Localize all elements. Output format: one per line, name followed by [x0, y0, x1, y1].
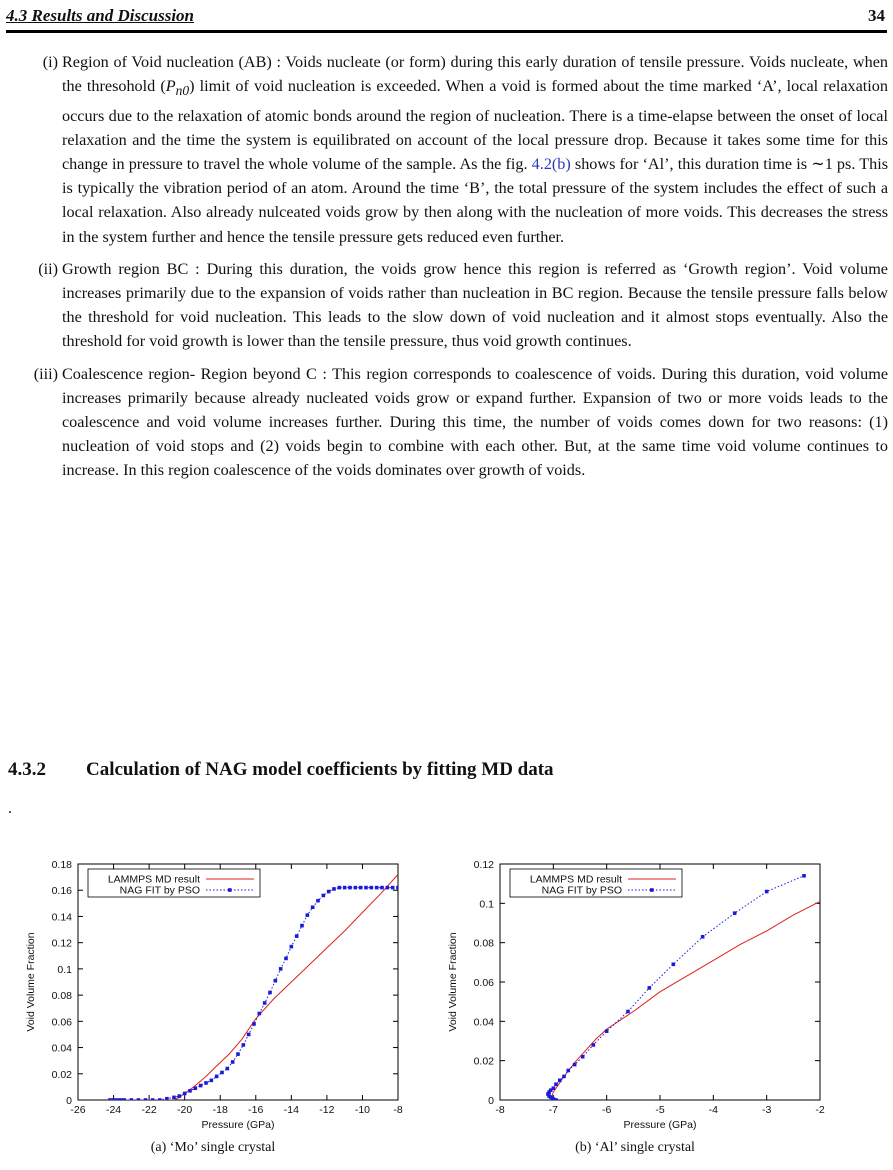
data-point: [300, 924, 304, 928]
item-number: (ii): [38, 259, 58, 278]
data-point: [204, 1081, 208, 1085]
data-point: [733, 911, 737, 915]
figure-a: [18, 852, 408, 1139]
subsection-number: 4.3.2: [8, 759, 46, 780]
chart-mo: [18, 852, 408, 1134]
series-line-2: [548, 876, 804, 1100]
data-point: [172, 1096, 176, 1100]
data-point: [354, 886, 358, 890]
data-point: [236, 1052, 240, 1056]
series-line-1: [107, 873, 398, 1101]
data-point: [144, 1098, 148, 1102]
data-point: [247, 1033, 251, 1037]
x-tick-label: -3: [761, 1104, 772, 1116]
y-tick-label: 0.02: [473, 1055, 494, 1068]
data-point: [306, 913, 310, 917]
data-point: [316, 899, 320, 903]
data-point: [122, 1098, 126, 1102]
y-tick-label: 0.06: [51, 1016, 72, 1029]
data-point: [151, 1098, 155, 1102]
subsection-heading: [8, 759, 554, 781]
data-point: [554, 1082, 558, 1086]
data-point: [226, 1067, 230, 1071]
data-point: [284, 957, 288, 961]
plot-frame: [78, 864, 398, 1100]
data-point: [295, 934, 299, 938]
y-tick-label: 0.16: [51, 885, 72, 898]
item-text-part: ) limit of void nucleation is exceeded. When a void is formed about the time marked ‘A’, local relaxation occurs due to the relaxation of atomic bonds around the region of nucleation. There is a time-elapse between the onset of local relaxation and the time the system is equilibrated on account of the local pressure drop. Because it takes some time for this change in pressure to travel the whole volume of the sample. As the fig.: [62, 77, 888, 174]
y-tick-label: 0: [488, 1095, 494, 1107]
figure-b: [440, 852, 830, 1139]
y-tick-label: 0.12: [51, 937, 72, 950]
data-point: [562, 1075, 566, 1079]
legend-label: NAG FIT by PSO: [119, 884, 200, 897]
item-text-part: Region of Void nucleation (AB) : Voids nucleate (or form) during this early duration of tensile pressure. Voids nucleate, when the thresohold (: [62, 53, 888, 96]
math-subscript: n0: [175, 83, 190, 99]
legend-label: NAG FIT by PSO: [541, 884, 622, 897]
x-tick-label: -8: [393, 1104, 403, 1116]
data-point: [343, 886, 347, 890]
data-point: [178, 1094, 182, 1098]
x-tick-label: -12: [319, 1104, 335, 1116]
data-point: [165, 1097, 169, 1101]
x-tick-label: -6: [601, 1104, 612, 1116]
header-section-title: 4.3 Results and Discussion: [6, 6, 194, 25]
legend-swatch-marker: [650, 888, 654, 892]
data-point: [552, 1086, 556, 1090]
x-tick-label: -14: [283, 1104, 299, 1116]
data-point: [364, 886, 368, 890]
data-point: [194, 1086, 198, 1090]
data-point: [332, 887, 336, 891]
data-point: [158, 1098, 162, 1102]
x-tick-label: -4: [708, 1104, 719, 1116]
data-point: [648, 986, 652, 990]
header-rule: [6, 30, 887, 33]
region-list: [18, 50, 888, 491]
x-tick-label: -26: [70, 1104, 86, 1116]
x-tick-label: -2: [815, 1104, 825, 1116]
y-tick-label: 0.08: [51, 990, 72, 1003]
data-point: [258, 1012, 262, 1016]
caption-a: (a) ‘Mo’ single crystal: [150, 1140, 276, 1155]
data-point: [391, 886, 395, 890]
figure-reference-link[interactable]: 4.2(b): [531, 155, 571, 174]
data-point: [348, 886, 352, 890]
running-header: [6, 6, 887, 30]
data-point: [327, 890, 331, 894]
data-point: [188, 1089, 192, 1093]
y-axis-label: Void Volume Fraction: [25, 932, 37, 1032]
item-text-part: shows for ‘Al’, this duration time is ∼1 ps. This is typically the vibration period of an atom. Around the time ‘B’, the total pressure of the system includes the effect of such a local relaxation. Also already nulceated voids grow by then along with the nucleation of more voids. This decreases the stress in the system further and hence the tensile pressure gets reduced even further.: [62, 155, 888, 246]
chart-al: [440, 852, 830, 1134]
x-tick-label: -8: [495, 1104, 505, 1116]
data-point: [199, 1084, 203, 1088]
data-point: [558, 1079, 562, 1083]
data-point: [396, 886, 400, 890]
list-item-nucleation: [18, 50, 888, 249]
data-point: [765, 890, 769, 894]
data-point: [605, 1029, 609, 1033]
list-item-growth: [18, 257, 888, 354]
y-tick-label: 0.1: [479, 898, 494, 911]
y-axis-label: Void Volume Fraction: [447, 932, 459, 1032]
legend-label: LAMMPS MD result: [107, 873, 200, 886]
legend-label: LAMMPS MD result: [529, 873, 622, 886]
item-text: Coalescence region- Region beyond C : This region corresponds to coalescence of voids. During this duration, void volume increases primarily because already nucleated voids grow or expand further. Expansion of two or more voids leads to the coalescence and void volume increases further. During this time, the number of voids comes down for two reasons: (1) nucleation of void stops and (2) voids begin to combine with each other. But, at the same time void volume continues to increase. In this region coalescence of the voids dominates over growth of voids.: [62, 364, 888, 480]
data-point: [137, 1098, 141, 1102]
data-point: [183, 1092, 187, 1096]
data-point: [592, 1043, 596, 1047]
data-point: [130, 1098, 134, 1102]
stray-dot: .: [8, 800, 12, 817]
data-point: [279, 967, 283, 971]
x-tick-label: -5: [655, 1104, 665, 1116]
data-point: [108, 1098, 112, 1102]
data-point: [231, 1060, 235, 1064]
x-tick-label: -7: [548, 1104, 559, 1116]
legend-swatch-marker: [228, 888, 232, 892]
data-point: [359, 886, 363, 890]
data-point: [210, 1079, 214, 1083]
list-item-coalescence: [18, 362, 888, 483]
data-point: [672, 963, 676, 967]
data-point: [242, 1043, 246, 1047]
data-point: [112, 1098, 116, 1102]
data-point: [263, 1001, 267, 1005]
data-point: [322, 894, 326, 898]
plot-frame: [500, 864, 820, 1100]
data-point: [386, 886, 390, 890]
data-point: [375, 886, 379, 890]
data-point: [338, 886, 342, 890]
data-point: [115, 1098, 119, 1102]
y-tick-label: 0.1: [57, 963, 72, 976]
y-tick-label: 0.06: [473, 977, 494, 989]
x-tick-label: -24: [105, 1104, 122, 1116]
data-point: [274, 979, 278, 983]
data-point: [380, 886, 384, 890]
y-tick-label: 0.14: [51, 911, 72, 924]
data-point: [370, 886, 374, 890]
data-point: [581, 1055, 585, 1059]
series-line-2: [110, 888, 398, 1100]
item-number: (iii): [33, 364, 58, 383]
y-tick-label: 0: [66, 1095, 72, 1107]
data-point: [566, 1069, 570, 1073]
page-number: 34: [868, 6, 885, 25]
data-point: [290, 945, 294, 949]
x-tick-label: -10: [354, 1104, 371, 1116]
subsection-title: Calculation of NAG model coefficients by fitting MD data: [86, 759, 554, 780]
data-point: [268, 991, 272, 995]
y-tick-label: 0.04: [473, 1016, 494, 1029]
x-tick-label: -22: [141, 1104, 157, 1116]
caption-b: (b) ‘Al’ single crystal: [575, 1140, 695, 1155]
data-point: [802, 874, 806, 878]
series-line-1: [551, 901, 820, 1100]
data-point: [220, 1071, 224, 1075]
data-point: [311, 905, 315, 909]
x-tick-label: -16: [248, 1104, 264, 1116]
data-point: [119, 1098, 123, 1102]
data-point: [701, 935, 705, 939]
x-tick-label: -18: [212, 1104, 228, 1116]
data-point: [215, 1075, 219, 1079]
y-tick-label: 0.18: [51, 859, 72, 871]
data-point: [252, 1022, 256, 1026]
x-axis-label: Pressure (GPa): [623, 1119, 697, 1131]
math-symbol-p: P: [165, 77, 176, 96]
y-tick-label: 0.02: [51, 1068, 72, 1081]
data-point: [626, 1010, 630, 1014]
y-tick-label: 0.08: [473, 937, 494, 950]
data-point: [573, 1063, 577, 1067]
x-axis-label: Pressure (GPa): [201, 1119, 275, 1131]
item-number: (i): [42, 53, 58, 71]
y-tick-label: 0.12: [473, 859, 494, 871]
x-tick-label: -20: [177, 1104, 193, 1116]
item-text: Growth region BC : During this duration, the voids grow hence this region is referred as ‘Growth region’. Void volume increases primarily due to the expansion of voids rather than nucleation in BC region. Because the tensile pressure falls below the threshold for void nucleation. This leads to the slow down of void nucleation and it almost stops eventually. Also the threshold for void growth is lower than the tensile pressure, thus void growth continues.: [62, 259, 888, 351]
y-tick-label: 0.04: [51, 1042, 72, 1055]
